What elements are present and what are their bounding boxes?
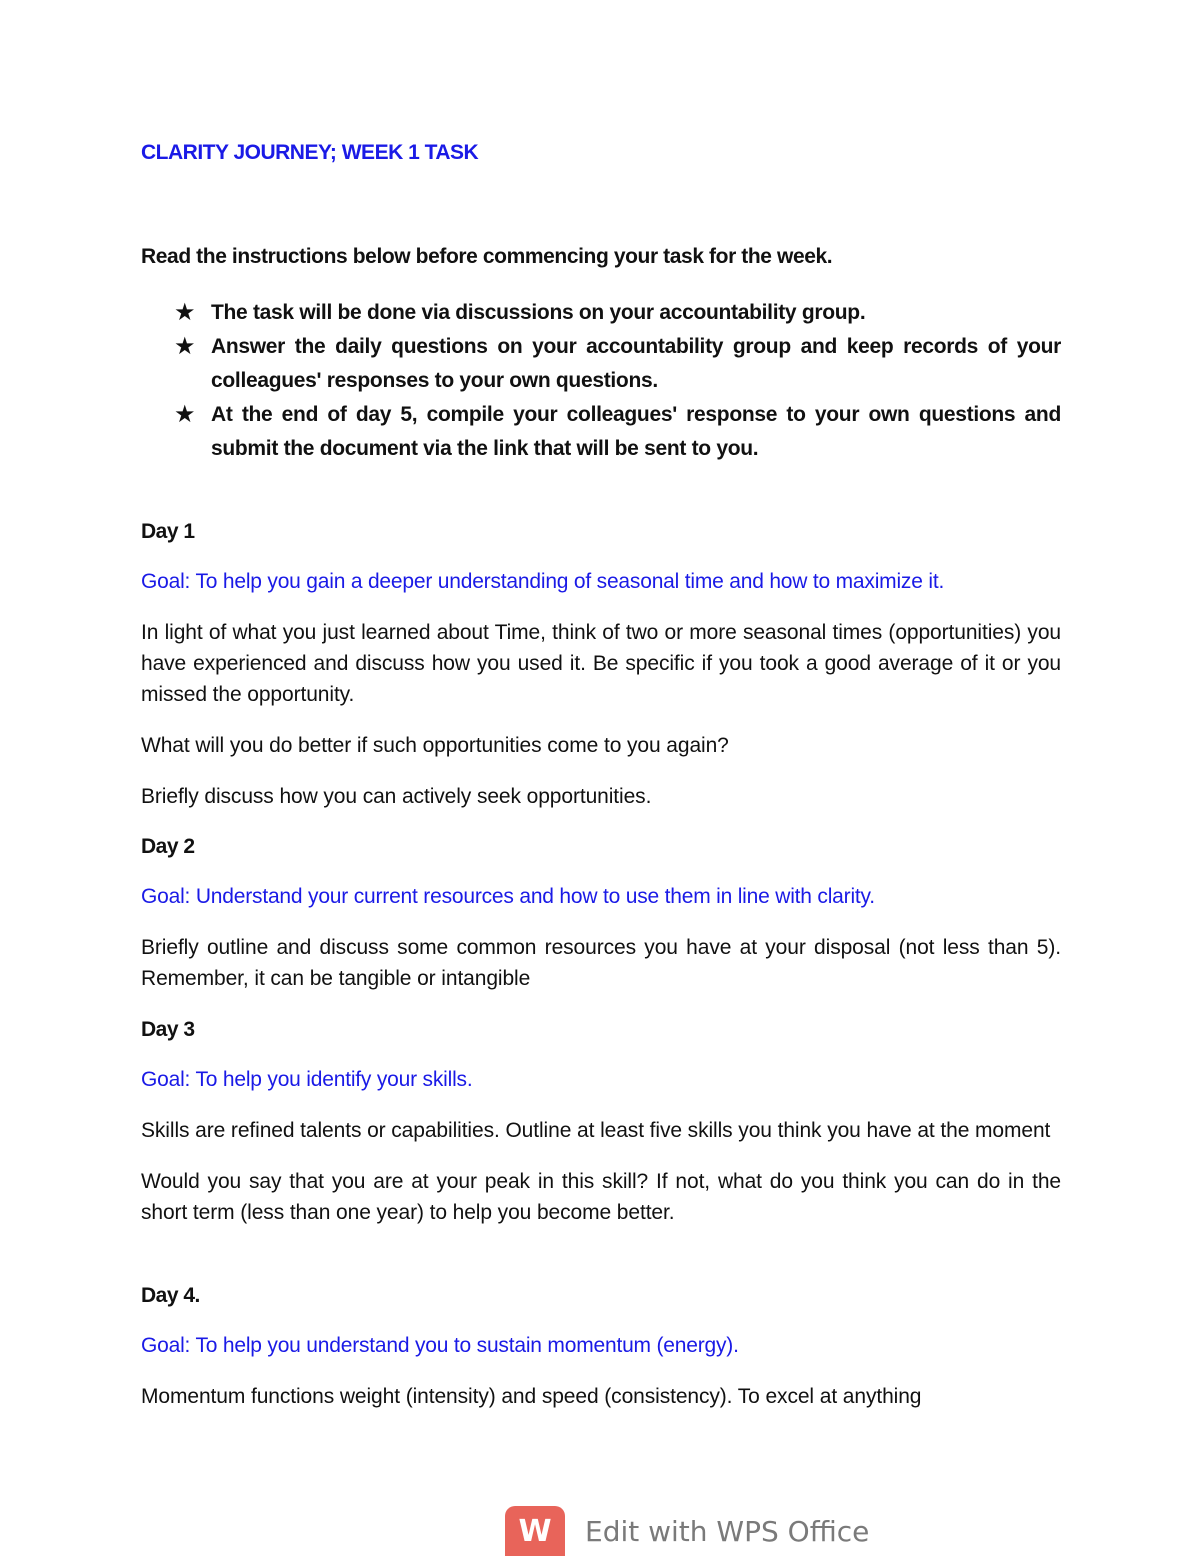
day-3-section: [141, 1015, 1061, 1228]
day-4-section: [141, 1281, 1061, 1412]
day-1-section: [141, 517, 1061, 812]
instructions-intro: Read the instructions below before commencing your task for the week.: [141, 245, 833, 268]
instruction-text: At the end of day 5, compile your colleagues' response to your own questions and submit the document via the link that will be sent to you.: [211, 403, 1061, 460]
day-goal: Goal: Understand your current resources and how to use them in line with clarity.: [141, 885, 875, 908]
day-goal: Goal: To help you gain a deeper understanding of seasonal time and how to maximize it.: [141, 570, 945, 593]
day-heading: Day 1: [141, 520, 195, 543]
instructions-list: [141, 296, 1061, 466]
wps-edit-banner[interactable]: [505, 1506, 869, 1556]
day-goal: Goal: To help you identify your skills.: [141, 1068, 473, 1091]
day-paragraph: Briefly discuss how you can actively seek opportunities.: [141, 785, 652, 808]
day-heading: Day 4.: [141, 1284, 200, 1307]
day-paragraph: What will you do better if such opportunities come to you again?: [141, 734, 729, 757]
instruction-text: Answer the daily questions on your accountability group and keep records of your colleagues' responses to your own questions.: [211, 335, 1061, 392]
star-icon: ★: [174, 401, 196, 428]
day-goal: Goal: To help you understand you to sustain momentum (energy).: [141, 1334, 739, 1357]
day-paragraph: Would you say that you are at your peak in this skill? If not, what do you think you can do in the short term (less than one year) to help you become better.: [141, 1170, 1061, 1224]
star-icon: ★: [174, 333, 196, 360]
day-heading: Day 3: [141, 1018, 195, 1041]
wps-edit-label: Edit with WPS Office: [585, 1514, 870, 1548]
wps-logo-icon: W: [505, 1506, 565, 1556]
day-heading: Day 2: [141, 835, 195, 858]
day-paragraph: Momentum functions weight (intensity) and speed (consistency). To excel at anything: [141, 1385, 922, 1408]
instruction-text: The task will be done via discussions on your accountability group.: [211, 301, 866, 324]
document-page: [141, 0, 1061, 1553]
instruction-item: [141, 296, 1061, 330]
day-paragraph: In light of what you just learned about Time, think of two or more seasonal times (opportunities) you have experienced and discuss how you used it. Be specific if you took a good average of it or you missed the opportunity.: [141, 621, 1061, 706]
document-title: CLARITY JOURNEY; WEEK 1 TASK: [141, 141, 479, 164]
instruction-item: [141, 330, 1061, 398]
day-paragraph: Skills are refined talents or capabilities. Outline at least five skills you think you have at the moment: [141, 1119, 1051, 1142]
day-paragraph: Briefly outline and discuss some common resources you have at your disposal (not less than 5). Remember, it can be tangible or intangible: [141, 936, 1061, 990]
star-icon: ★: [174, 299, 196, 326]
day-2-section: [141, 832, 1061, 994]
instruction-item: [141, 398, 1061, 466]
